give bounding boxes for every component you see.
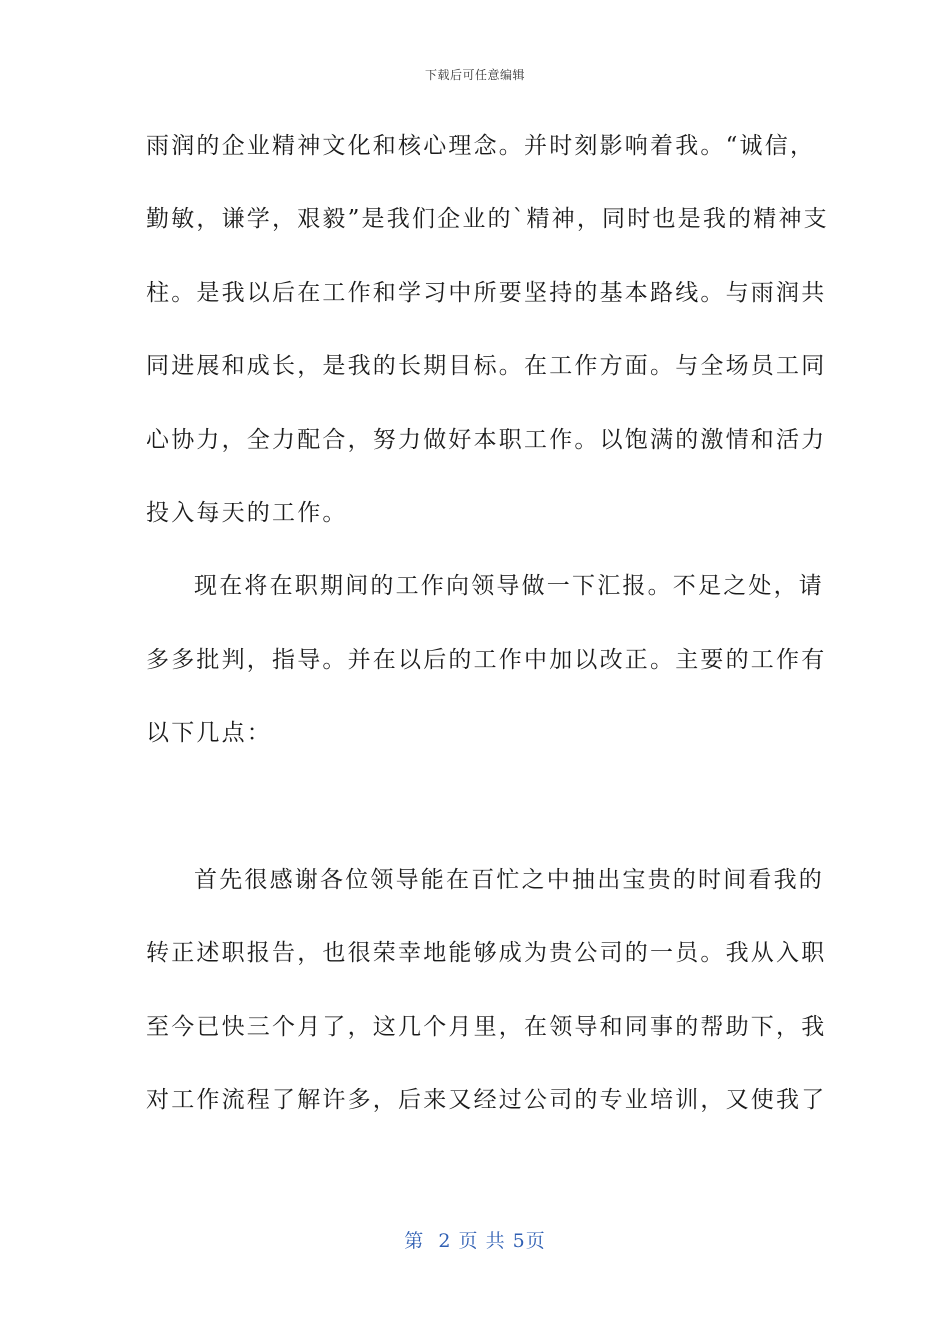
paragraph-2-line-3: 以下几点：: [146, 720, 272, 747]
paragraph-3-line-1: 首先很感谢各位领导能在百忙之中抽出宝贵的时间看我的: [194, 866, 824, 893]
paragraph-gap: [146, 787, 806, 860]
paragraph-1-line-6: 投入每天的工作。: [146, 499, 348, 526]
paragraph-1-line-2: 勤敏，谦学，艰毅”是我们企业的`精神，同时也是我的精神支: [146, 206, 829, 233]
paragraph-1-line-1: 雨润的企业精神文化和核心理念。并时刻影响着我。“诚信，: [146, 133, 816, 159]
document-body: [146, 126, 829, 1153]
footer-total-pages: 5: [512, 1230, 526, 1252]
paragraph-2-line-1: 现在将在职期间的工作向领导做一下汇报。不足之处，请: [194, 573, 824, 600]
paragraph-3-line-3: 至今已快三个月了，这几个月里，在领导和同事的帮助下，我: [146, 1013, 827, 1040]
page-number-footer: [0, 1226, 950, 1253]
footer-current-page: 2: [438, 1230, 452, 1252]
paragraph-3-line-4: 对工作流程了解许多，后来又经过公司的专业培训，又使我了: [146, 1087, 827, 1114]
footer-label-page: 第: [404, 1230, 425, 1252]
footer-label-total-unit: 页: [525, 1230, 546, 1252]
paragraph-1-line-4: 同进展和成长，是我的长期目标。在工作方面。与全场员工同: [146, 353, 827, 380]
paragraph-1-line-3: 柱。是我以后在工作和学习中所要坚持的基本路线。与雨润共: [146, 279, 827, 306]
paragraph-1-line-5: 心协力，全力配合，努力做好本职工作。以饱满的激情和活力: [146, 426, 827, 453]
paragraph-2-line-2: 多多批判，指导。并在以后的工作中加以改正。主要的工作有: [146, 646, 827, 673]
footer-label-page-unit: 页: [458, 1230, 479, 1252]
paragraph-3-line-2: 转正述职报告，也很荣幸地能够成为贵公司的一员。我从入职: [146, 940, 827, 967]
header-note: 下载后可任意编辑: [424, 68, 525, 82]
footer-label-total: 共: [485, 1230, 506, 1252]
